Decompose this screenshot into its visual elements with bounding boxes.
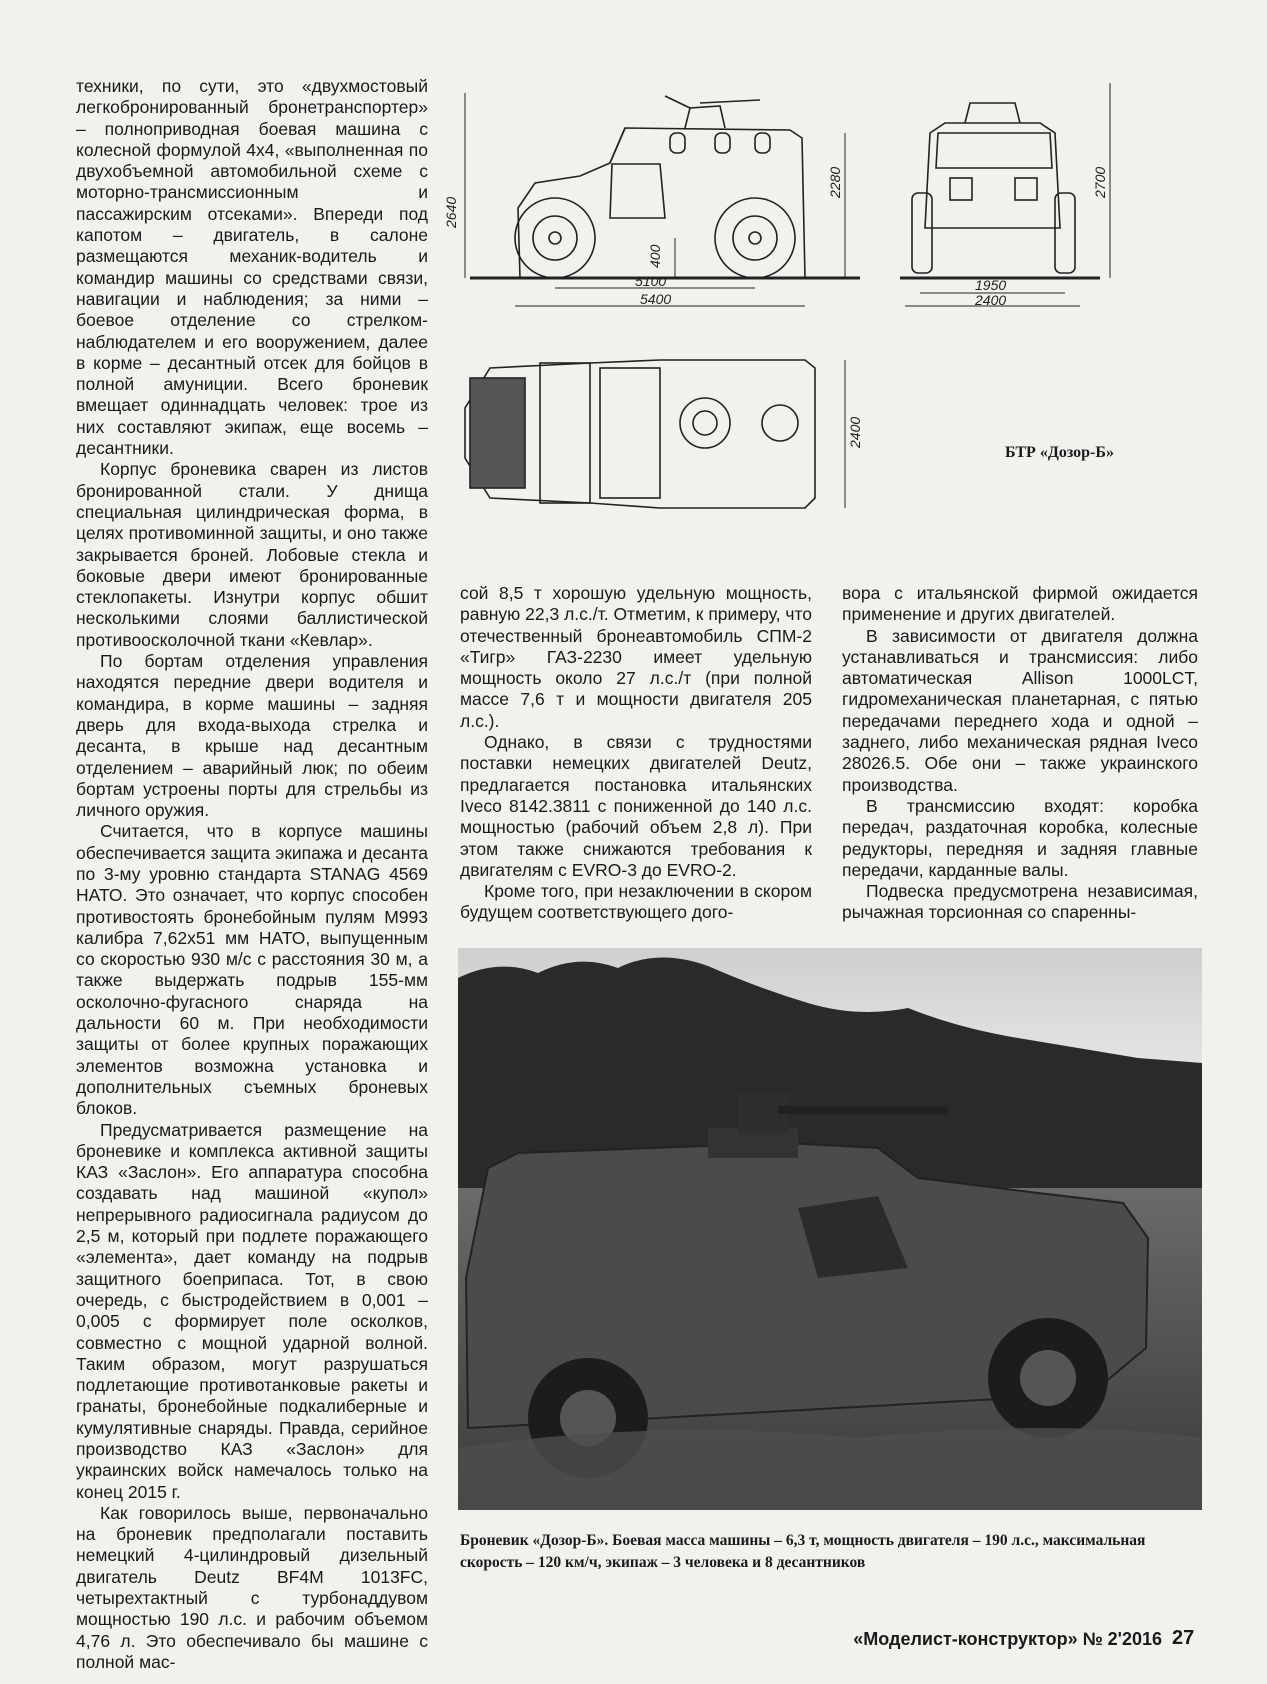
magazine-footer: «Моделист-конструктор» № 2'2016 — [853, 1629, 1162, 1649]
text-column-3 — [842, 583, 1198, 924]
paragraph: сой 8,5 т хорошую удельную мощность, равную 22,3 л.с./т. Отметим, к примеру, что отечественный бронеавтомобиль СПМ-2 «Тигр» ГАЗ-2230 имеет удельную мощность около 27 л.с./т (при полной массе 7,6 т и мощности двигателя 205 л.с.). — [460, 583, 812, 731]
paragraph: Предусматривается размещение на броневике и комплекса активной защиты КАЗ «Заслон». Его аппаратура способна создавать над машиной «купол» непрерывного радиосигнала радиусом до 2,5 м, который при подлете поражающего «элемента», дает команду на подрыв защитного боеприпаса. Тот, в свою очередь, с быстродействием в 0,001 – 0,005 с формирует поле осколков, совместно с мощной ударной волной. Таким образом, могут разрушаться подлетающие противотанковые ракеты и гранаты, бронебойные подкалиберные и кумулятивные снаряды. Правда, серийное производство КАЗ «Заслон» для украинских войск намечалось только на конец 2015 г. — [76, 1119, 428, 1502]
dimension-top-width: 2400 — [847, 416, 863, 448]
paragraph: В трансмиссию входят: коробка передач, раздаточная коробка, колесные редукторы, передняя и задняя главные передачи, карданные валы. — [842, 795, 1198, 880]
front-view-drawing — [900, 103, 1100, 278]
paragraph: Как говорилось выше, первоначально на броневик предполагали поставить немецкий 4-цилиндровый дизельный двигатель Deutz BF4M 1013FC, четырехтактный с турбонаддувом мощностью 190 л.с. и рабочим объемом 4,76 л. Это обеспечивало бы машине с полной мас- — [76, 1502, 428, 1672]
paragraph: техники, по сути, это «двухмостовый легкобронированный бронетранспортер» – полноприводная боевая машина с колесной формулой 4х4, «выполненная по двухобъемной автомобильной схеме с моторно-трансмиссионным и пассажирским отсеками». Впереди под капотом – двигатель, в салоне размещаются механик-водитель и командир машины со средствами связи, навигации и наблюдения; за ними – боевое отделение со стрелком-наблюдателем и его вооружением, далее в корме – десантный отсек для бойцов в полной амуниции. Всего броневик вмещает одиннадцать человек: трое из них составляют экипаж, еще восемь – десантники. — [76, 76, 428, 459]
top-view-drawing — [465, 360, 815, 508]
text-column-2 — [460, 583, 812, 924]
paragraph: В зависимости от двигателя должна устанавливаться и трансмиссия: либо автоматическая Allison 1000LCT, гидромеханическая планетарная, с пятью передачами переднего хода и одной – заднего, либо механическая рядная Iveco 28026.5. Обе они – также украинского производства. — [842, 625, 1198, 795]
dimension-length: 5400 — [640, 291, 672, 307]
page-number: 27 — [1172, 1627, 1195, 1649]
vehicle-photo — [458, 948, 1202, 1510]
dimension-front-height: 2700 — [1092, 166, 1108, 198]
front-view-dimension-lines — [905, 83, 1110, 306]
dimension-side-body: 2280 — [827, 166, 843, 198]
paragraph: По бортам отделения управления находятся передние двери водителя и командира, в корме машины – задняя дверь для входа-выхода стрелка и десанта, в крыше над десантным отделением – аварийный люк; по обеим бортам устроены порты для стрельбы из личного оружия. — [76, 651, 428, 821]
side-view-drawing — [470, 96, 860, 278]
paragraph: Однако, в связи с трудностями поставки немецких двигателей Deutz, предлагается постановка итальянских Iveco 8142.3811 с пониженной до 140 л.с. мощностью (рабочий объем 2,8 л). При этом также снижаются требования к двигателям с EVRO-3 до EVRO-2. — [460, 732, 812, 880]
vehicle-technical-drawing — [443, 78, 1200, 568]
dimension-clearance: 400 — [647, 244, 663, 268]
dimension-side-height: 2640 — [443, 196, 459, 228]
photo-caption: Броневик «Дозор-Б». Боевая масса машины – 6,3 т, мощность двигателя – 190 л.с., максимальная скорость – 120 км/ч, экипаж – 3 человека и 8 десантников — [460, 1532, 1146, 1571]
drawing-label: БТР «Дозор-Б» — [1005, 444, 1114, 461]
text-column-1 — [76, 76, 428, 1673]
paragraph: вора с итальянской фирмой ожидается применение и других двигателей. — [842, 583, 1198, 625]
dimension-width: 2400 — [975, 292, 1007, 308]
paragraph: Корпус броневика сварен из листов бронированной стали. У днища специальная цилиндрическая форма, в целях противоминной защиты, и оно также закрывается броней. Лобовые стекла и боковые двери имеют бронированные стеклопакеты. Изнутри корпус обшит несколькими слоями баллистической противоосколочной ткани «Кевлар». — [76, 459, 428, 650]
paragraph: Подвеска предусмотрена независимая, рычажная торсионная со спаренны- — [842, 881, 1198, 923]
dimension-track: 1950 — [975, 277, 1007, 293]
paragraph: Считается, что в корпусе машины обеспечивается защита экипажа и десанта по 3-му уровню стандарта STANAG 4569 НАТО. Это означает, что корпус способен противостоять бронебойным пулям M993 калибра 7,62х51 мм НАТО, выпущенным со скоростью 930 м/с с расстояния 30 м, а также выдержать подрыв 155-мм осколочно-фугасного снаряда на дальности 60 м. При необходимости защиты от более крупных поражающих элементов возможна установка и дополнительных съемных броневых блоков. — [76, 821, 428, 1119]
dimension-wheelbase: 5100 — [635, 273, 667, 289]
paragraph: Кроме того, при незаключении в скором будущем соответствующего дого- — [460, 881, 812, 923]
